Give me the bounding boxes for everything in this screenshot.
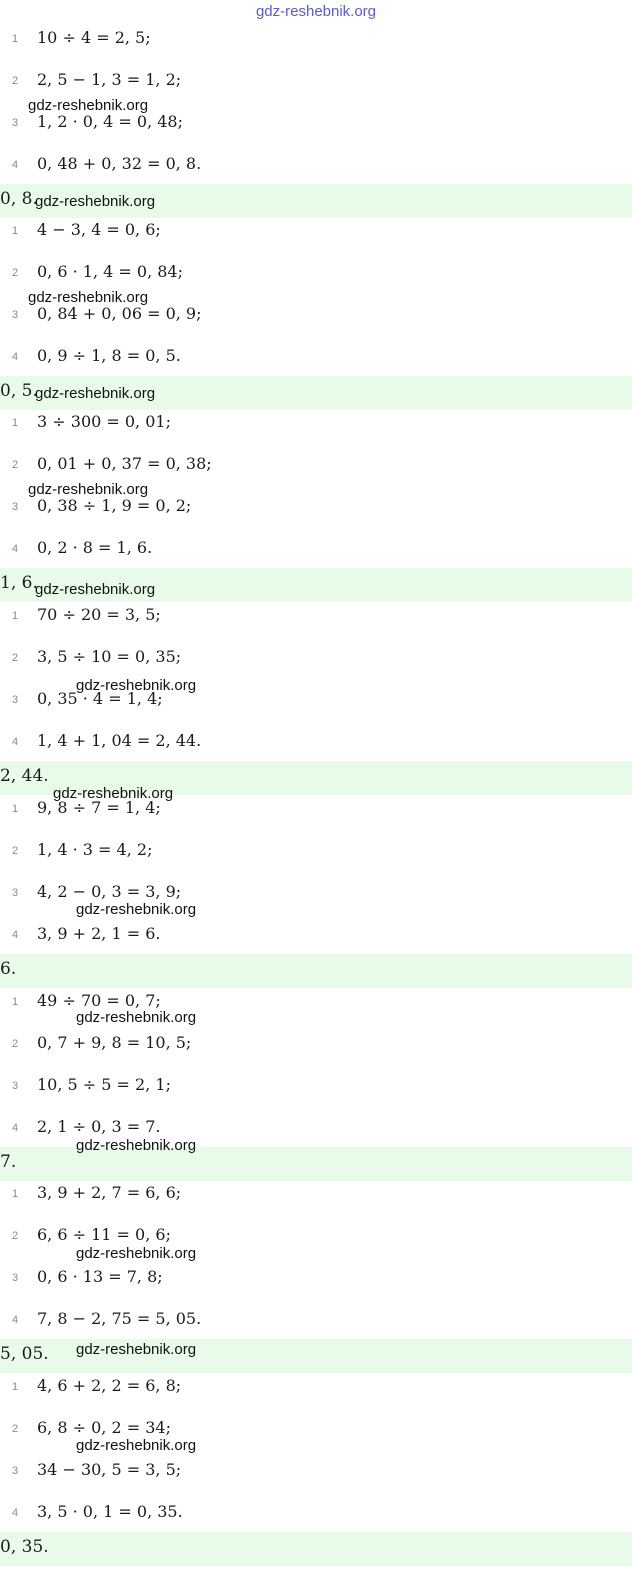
step-number: 3 xyxy=(12,117,19,129)
answer-text: 1, 6. xyxy=(0,573,38,593)
solution-step xyxy=(0,1306,632,1336)
watermark-text: gdz-reshebnik.org xyxy=(76,1137,197,1154)
step-number: 2 xyxy=(12,1230,19,1242)
solution-step xyxy=(0,535,632,565)
step-number: 2 xyxy=(12,845,19,857)
answer-text: 0, 8. xyxy=(0,189,38,209)
step-expression: 3, 5 ÷ 10 = 0, 35; xyxy=(37,647,182,666)
step-expression: 0, 38 ÷ 1, 9 = 0, 2; xyxy=(37,496,192,515)
step-expression: 9, 8 ÷ 7 = 1, 4; xyxy=(37,798,161,817)
step-expression: 2, 1 ÷ 0, 3 = 7. xyxy=(37,1117,161,1136)
step-expression: 1, 4 · 3 = 4, 2; xyxy=(37,840,153,859)
step-expression: 1, 4 + 1, 04 = 2, 44. xyxy=(37,731,202,750)
step-number: 1 xyxy=(12,225,19,237)
step-expression: 7, 8 − 2, 75 = 5, 05. xyxy=(37,1309,202,1328)
watermark-text: gdz-reshebnik.org xyxy=(35,385,156,402)
answer-text: 5, 05. xyxy=(0,1344,49,1364)
watermark-text: gdz-reshebnik.org xyxy=(76,1009,197,1026)
step-number: 3 xyxy=(12,887,19,899)
step-number: 4 xyxy=(12,1507,19,1519)
answer-text: 7. xyxy=(0,1152,17,1172)
watermark-text: gdz-reshebnik.org xyxy=(76,901,197,918)
step-number: 4 xyxy=(12,736,19,748)
step-expression: 0, 6 · 1, 4 = 0, 84; xyxy=(37,262,183,281)
watermark-text: gdz-reshebnik.org xyxy=(28,289,149,306)
step-number: 4 xyxy=(12,1314,19,1326)
answer-text: 0, 35. xyxy=(0,1537,49,1557)
step-expression: 0, 6 · 13 = 7, 8; xyxy=(37,1267,163,1286)
solution-step xyxy=(0,409,632,439)
step-number: 3 xyxy=(12,501,19,513)
solution-step xyxy=(0,1264,632,1294)
step-number: 4 xyxy=(12,543,19,555)
step-expression: 49 ÷ 70 = 0, 7; xyxy=(37,991,161,1010)
step-number: 3 xyxy=(12,309,19,321)
step-expression: 3 ÷ 300 = 0, 01; xyxy=(37,412,171,431)
watermark-text: gdz-reshebnik.org xyxy=(76,677,197,694)
step-number: 3 xyxy=(12,1272,19,1284)
answer-row xyxy=(0,1532,632,1566)
solution-step xyxy=(0,1499,632,1529)
solution-step xyxy=(0,67,632,97)
step-number: 2 xyxy=(12,1038,19,1050)
step-expression: 1, 2 · 0, 4 = 0, 48; xyxy=(37,112,183,131)
step-number: 1 xyxy=(12,996,19,1008)
watermark-text: gdz-reshebnik.org xyxy=(76,1341,197,1358)
step-expression: 0, 48 + 0, 32 = 0, 8. xyxy=(37,154,202,173)
watermark-text: gdz-reshebnik.org xyxy=(76,1245,197,1262)
site-watermark-header: gdz-reshebnik.org xyxy=(255,3,377,20)
step-expression: 2, 5 − 1, 3 = 1, 2; xyxy=(37,70,182,89)
watermark-text: gdz-reshebnik.org xyxy=(35,581,156,598)
step-number: 1 xyxy=(12,1381,19,1393)
step-expression: 4 − 3, 4 = 0, 6; xyxy=(37,220,161,239)
step-expression: 0, 84 + 0, 06 = 0, 9; xyxy=(37,304,202,323)
step-expression: 3, 5 · 0, 1 = 0, 35. xyxy=(37,1502,183,1521)
step-number: 4 xyxy=(12,929,19,941)
solution-step xyxy=(0,1373,632,1403)
step-expression: 10 ÷ 4 = 2, 5; xyxy=(37,28,151,47)
step-expression: 6, 6 ÷ 11 = 0, 6; xyxy=(37,1225,171,1244)
step-expression: 34 − 30, 5 = 3, 5; xyxy=(37,1460,182,1479)
step-expression: 3, 9 + 2, 1 = 6. xyxy=(37,924,161,943)
solution-step xyxy=(0,25,632,55)
solution-step xyxy=(0,217,632,247)
step-number: 2 xyxy=(12,1423,19,1435)
watermark-text: gdz-reshebnik.org xyxy=(76,1437,197,1454)
step-number: 4 xyxy=(12,351,19,363)
step-number: 3 xyxy=(12,1080,19,1092)
solution-step xyxy=(0,921,632,951)
solution-step xyxy=(0,151,632,181)
answer-text: 6. xyxy=(0,959,17,979)
step-number: 1 xyxy=(12,33,19,45)
answer-text: 2, 44. xyxy=(0,766,49,786)
step-expression: 4, 6 + 2, 2 = 6, 8; xyxy=(37,1376,182,1395)
step-number: 1 xyxy=(12,803,19,815)
solution-step xyxy=(0,1457,632,1487)
step-number: 2 xyxy=(12,459,19,471)
answer-text: 0, 5. xyxy=(0,381,38,401)
step-expression: 3, 9 + 2, 7 = 6, 6; xyxy=(37,1183,182,1202)
watermark-text: gdz-reshebnik.org xyxy=(53,785,174,802)
step-number: 2 xyxy=(12,267,19,279)
step-expression: 0, 2 · 8 = 1, 6. xyxy=(37,538,153,557)
solution-step xyxy=(0,259,632,289)
step-number: 1 xyxy=(12,610,19,622)
solution-step xyxy=(0,1030,632,1060)
solution-step xyxy=(0,1072,632,1102)
step-expression: 10, 5 ÷ 5 = 2, 1; xyxy=(37,1075,171,1094)
answer-row xyxy=(0,954,632,988)
step-number: 2 xyxy=(12,652,19,664)
step-expression: 0, 01 + 0, 37 = 0, 38; xyxy=(37,454,212,473)
solution-step xyxy=(0,837,632,867)
step-number: 2 xyxy=(12,75,19,87)
step-expression: 0, 35 · 4 = 1, 4; xyxy=(37,689,163,708)
step-expression: 0, 9 ÷ 1, 8 = 0, 5. xyxy=(37,346,181,365)
solution-step xyxy=(0,602,632,632)
solution-step xyxy=(0,644,632,674)
solution-step xyxy=(0,451,632,481)
step-number: 1 xyxy=(12,417,19,429)
solution-step xyxy=(0,343,632,373)
watermark-text: gdz-reshebnik.org xyxy=(28,481,149,498)
step-number: 4 xyxy=(12,1122,19,1134)
step-expression: 70 ÷ 20 = 3, 5; xyxy=(37,605,161,624)
solution-step xyxy=(0,728,632,758)
step-number: 3 xyxy=(12,1465,19,1477)
step-expression: 6, 8 ÷ 0, 2 = 34; xyxy=(37,1418,171,1437)
watermark-text: gdz-reshebnik.org xyxy=(35,193,156,210)
solution-step xyxy=(0,1180,632,1210)
step-expression: 4, 2 − 0, 3 = 3, 9; xyxy=(37,882,182,901)
step-number: 4 xyxy=(12,159,19,171)
step-number: 3 xyxy=(12,694,19,706)
step-expression: 0, 7 + 9, 8 = 10, 5; xyxy=(37,1033,192,1052)
watermark-text: gdz-reshebnik.org xyxy=(28,97,149,114)
step-number: 1 xyxy=(12,1188,19,1200)
